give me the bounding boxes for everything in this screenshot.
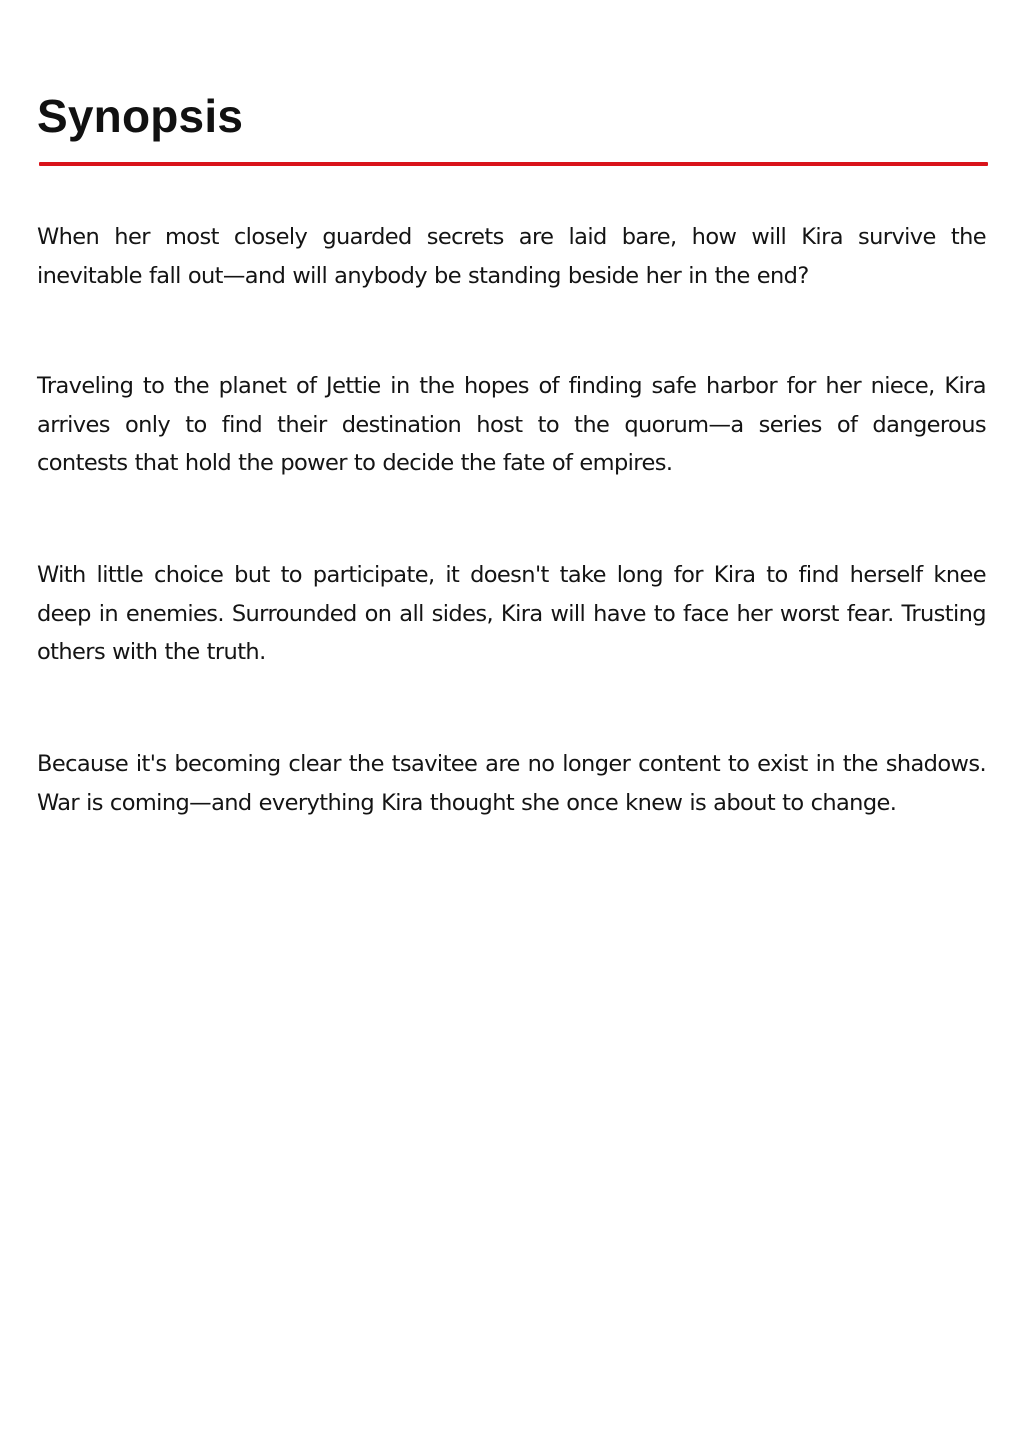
heading-divider bbox=[39, 162, 988, 166]
synopsis-paragraph-2: Traveling to the planet of Jettie in the hopes of finding safe harbor for her niece, Kira arrives only to find their destination host to the quorum—a series of dangerous contests that hold the power to decide the fate of empires. bbox=[37, 373, 986, 476]
synopsis-paragraph-3: With little choice but to participate, it doesn't take long for Kira to find herself knee deep in enemies. Surrounded on all sides, Kira will have to face her worst fear. Trusting others with the truth. bbox=[37, 562, 986, 665]
page-title: Synopsis bbox=[37, 90, 244, 142]
synopsis-paragraph-4: Because it's becoming clear the tsavitee are no longer content to exist in the shadows. War is coming—and everything Kira thought she once knew is about to change. bbox=[37, 751, 986, 816]
synopsis-paragraph-1: When her most closely guarded secrets are laid bare, how will Kira survive the inevitable fall out—and will anybody be standing beside her in the end? bbox=[37, 224, 986, 289]
